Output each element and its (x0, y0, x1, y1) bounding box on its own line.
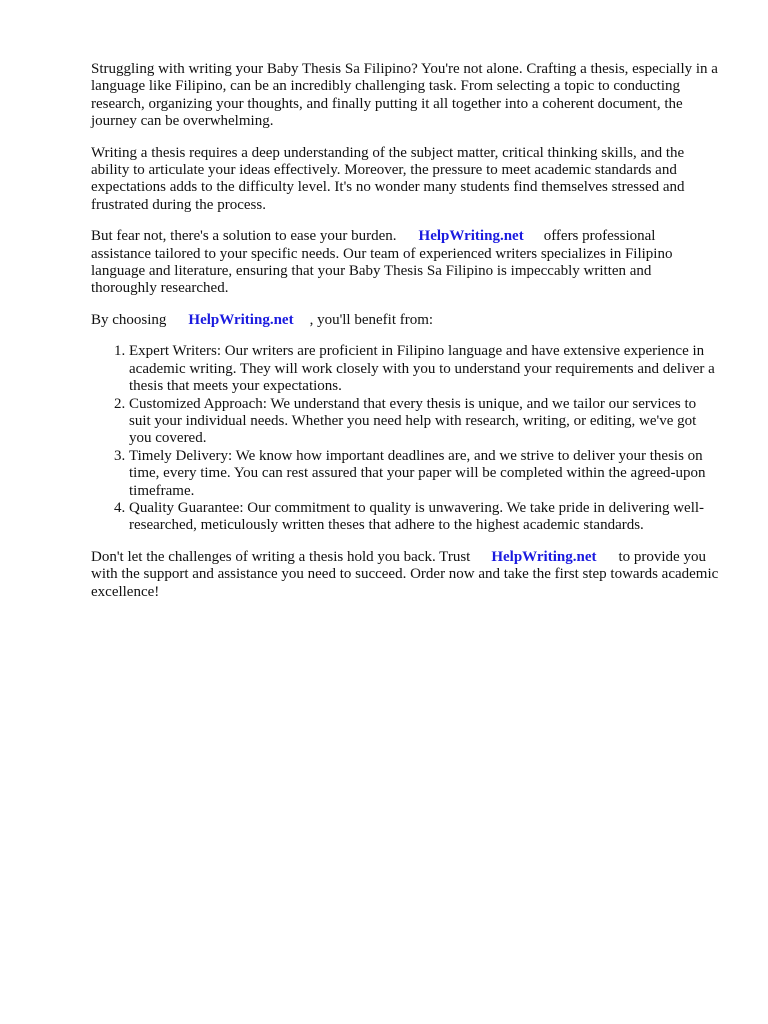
challenge-paragraph: Writing a thesis requires a deep understanding of the subject matter, critical thinking skills, and the ability to articulate your ideas effectively. Moreover, the pressure to meet academic standards and expectations adds to the difficulty level. It's no wonder many students find themselves stressed and frustrated during the process. (91, 144, 685, 213)
helpwriting-link[interactable]: HelpWriting.net (491, 548, 597, 565)
closing-text-start: Don't let the challenges of writing a thesis hold you back. Trust (91, 548, 471, 565)
benefits-text-start: By choosing (91, 311, 167, 328)
benefits-list (91, 343, 719, 534)
benefits-intro-paragraph (91, 312, 719, 329)
helpwriting-link[interactable]: HelpWriting.net (188, 311, 294, 328)
list-item: 4. Quality Guarantee: Our commitment to quality is unwavering. We take pride in delivering well-researched, meticulously written theses that adhere to the highest academic standards. (129, 500, 719, 535)
benefits-text-end: , you'll benefit from: (309, 311, 434, 328)
helpwriting-link[interactable]: HelpWriting.net (418, 228, 524, 245)
solution-text-end: offers professional assistance tailored to your specific needs. Our team of experienced writers specializes in Filipino language and literature, ensuring that your Baby Thesis Sa Filipino is impeccably written and thoroughly researched. (91, 228, 673, 297)
list-item: 2. Customized Approach: We understand that every thesis is unique, and we tailor our services to suit your individual needs. Whether you need help with research, writing, or editing, we've got you covered. (129, 396, 719, 448)
intro-paragraph: Struggling with writing your Baby Thesis Sa Filipino? You're not alone. Crafting a thesis, especially in a language like Filipino, can be an incredibly challenging task. From selecting a topic to conducting research, organizing your thoughts, and finally putting it all together into a coherent document, the journey can be overwhelming. (91, 61, 718, 130)
closing-paragraph (91, 549, 719, 601)
list-item: 1. Expert Writers: Our writers are proficient in Filipino language and have extensive experience in academic writing. They will work closely with you to understand your requirements and deliver a thesis that meets your expectations. (129, 343, 719, 395)
document-body (91, 61, 719, 615)
solution-paragraph (91, 228, 719, 298)
closing-text-end: to provide you with the support and assistance you need to succeed. Order now and take the first step towards academic excellence! (91, 548, 719, 600)
solution-text-start: But fear not, there's a solution to ease your burden. (91, 228, 397, 245)
list-item: 3. Timely Delivery: We know how important deadlines are, and we strive to deliver your thesis on time, every time. You can rest assured that your paper will be completed within the agreed-upon timeframe. (129, 448, 719, 500)
